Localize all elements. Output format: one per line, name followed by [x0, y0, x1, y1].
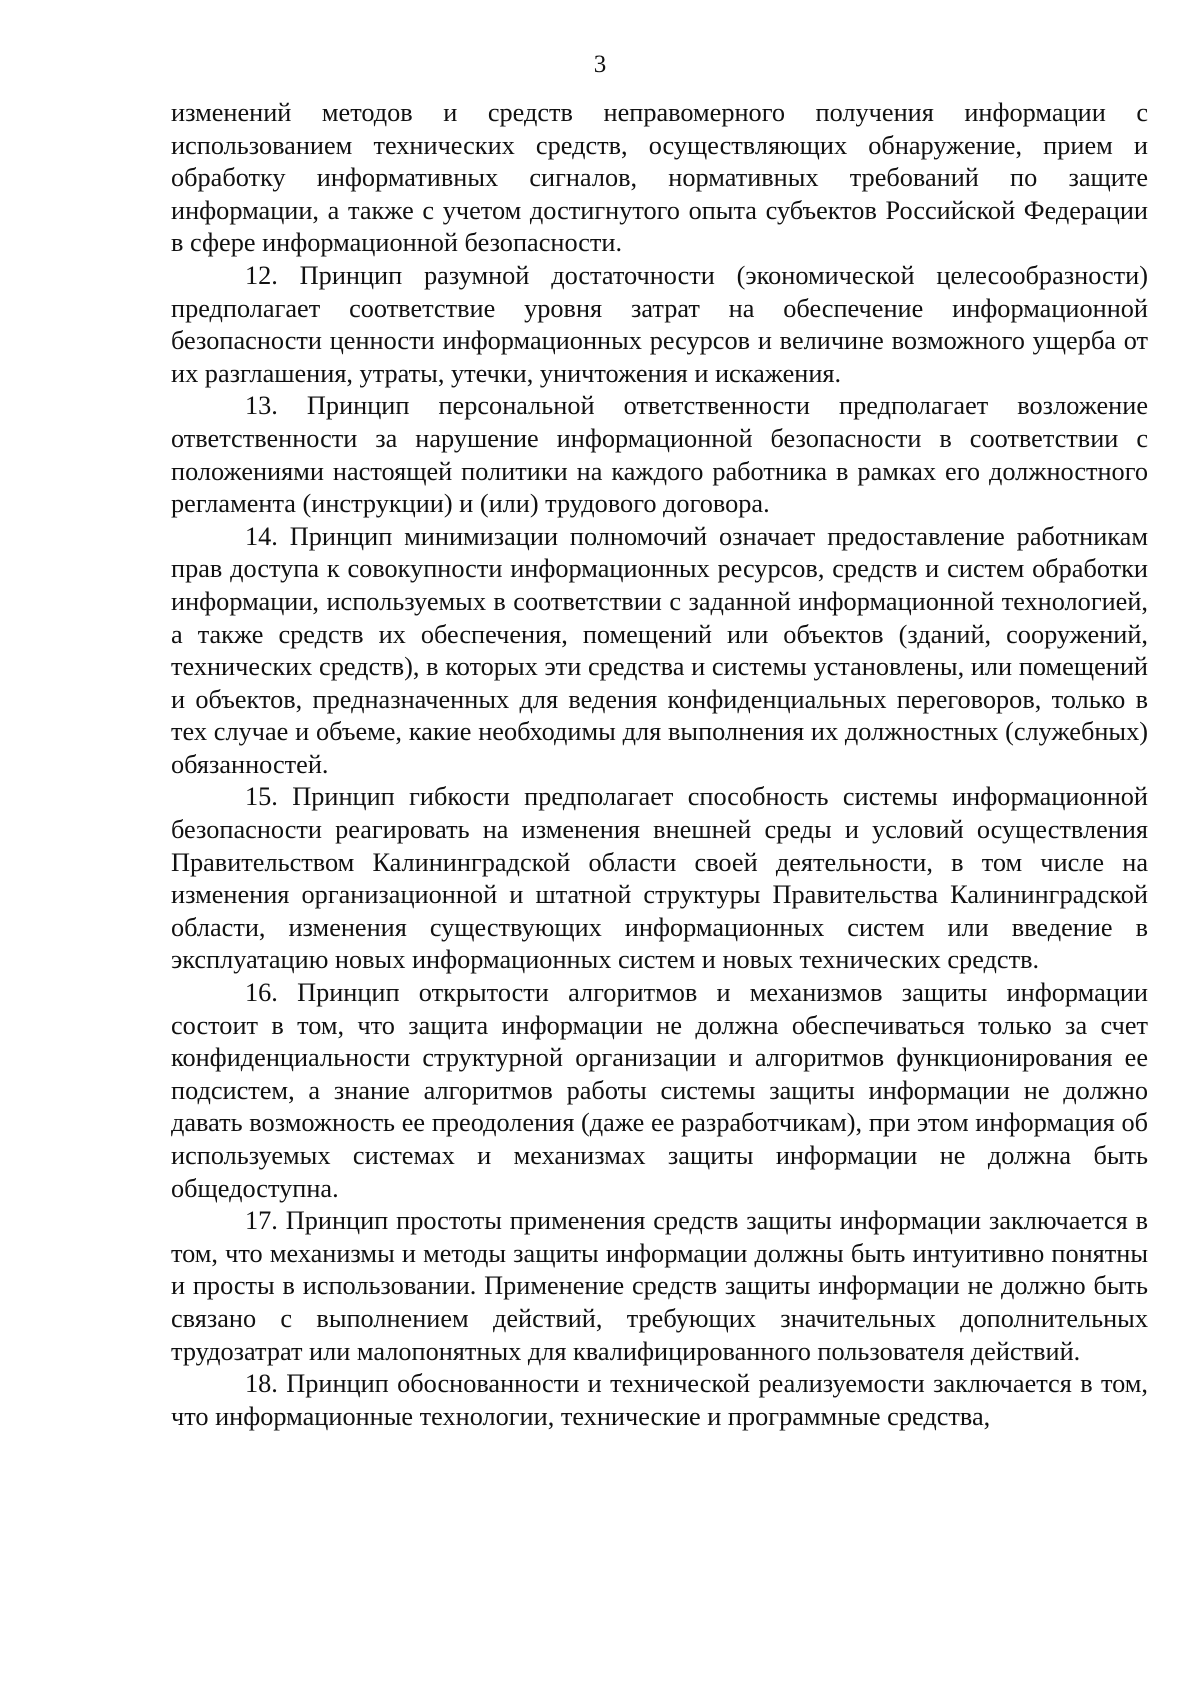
- paragraph-principle-13: 13. Принцип персональной ответственности предполагает возложение ответственности за нарушение информационной безопасности в соответствии с положениями настоящей политики на каждого работника в рамках его должностного регламента (инструкции) и (или) трудового договора.: [171, 391, 1148, 519]
- paragraph-principle-12: 12. Принцип разумной достаточности (экономической целесообразности) предполагает соответствие уровня затрат на обеспечение информационной безопасности ценности информационных ресурсов и величине возможного ущерба от их разглашения, утраты, утечки, уничтожения и искажения.: [171, 260, 1148, 388]
- paragraph-principle-17: 17. Принцип простоты применения средств защиты информации заключается в том, что механизмы и методы защиты информации должны быть интуитивно понятны и просты в использовании. Применение средств защиты информации не должно быть связано с выполнением действий, требующих значительных дополнительных трудозатрат или малопонятных для квалифицированного пользователя действий.: [171, 1206, 1148, 1366]
- document-body: [171, 97, 1148, 1433]
- paragraph-principle-14: 14. Принцип минимизации полномочий означает предоставление работникам прав доступа к совокупности информационных ресурсов, средств и систем обработки информации, используемых в соответствии с заданной информационной технологией, а также средств их обеспечения, помещений или объектов (зданий, сооружений, технических средств), в которых эти средства и системы установлены, или помещений и объектов, предназначенных для ведения конфиденциальных переговоров, только в тех случае и объеме, какие необходимы для выполнения их должностных (служебных) обязанностей.: [171, 521, 1148, 779]
- paragraph-principle-15: 15. Принцип гибкости предполагает способность системы информационной безопасности реагировать на изменения внешней среды и условий осуществления Правительством Калининградской области своей деятельности, в том числе на изменения организационной и штатной структуры Правительства Калининградской области, изменения существующих информационных систем или введение в эксплуатацию новых информационных систем и новых технических средств.: [171, 782, 1148, 975]
- paragraph-principle-18: 18. Принцип обоснованности и технической реализуемости заключается в том, что информационные технологии, технические и программные средства,: [171, 1369, 1148, 1431]
- paragraph-principle-16: 16. Принцип открытости алгоритмов и механизмов защиты информации состоит в том, что защита информации не должна обеспечиваться только за счет конфиденциальности структурной организации и алгоритмов функционирования ее подсистем, а знание алгоритмов работы системы защиты информации не должно давать возможность ее преодоления (даже ее разработчикам), при этом информация об используемых системах и механизмах защиты информации не должна быть общедоступна.: [171, 978, 1148, 1203]
- paragraph-continuation: изменений методов и средств неправомерного получения информации с использованием технических средств, осуществляющих обнаружение, прием и обработку информативных сигналов, нормативных требований по защите информации, а также с учетом достигнутого опыта субъектов Российской Федерации в сфере информационной безопасности.: [171, 98, 1148, 258]
- page-number: 3: [593, 51, 607, 78]
